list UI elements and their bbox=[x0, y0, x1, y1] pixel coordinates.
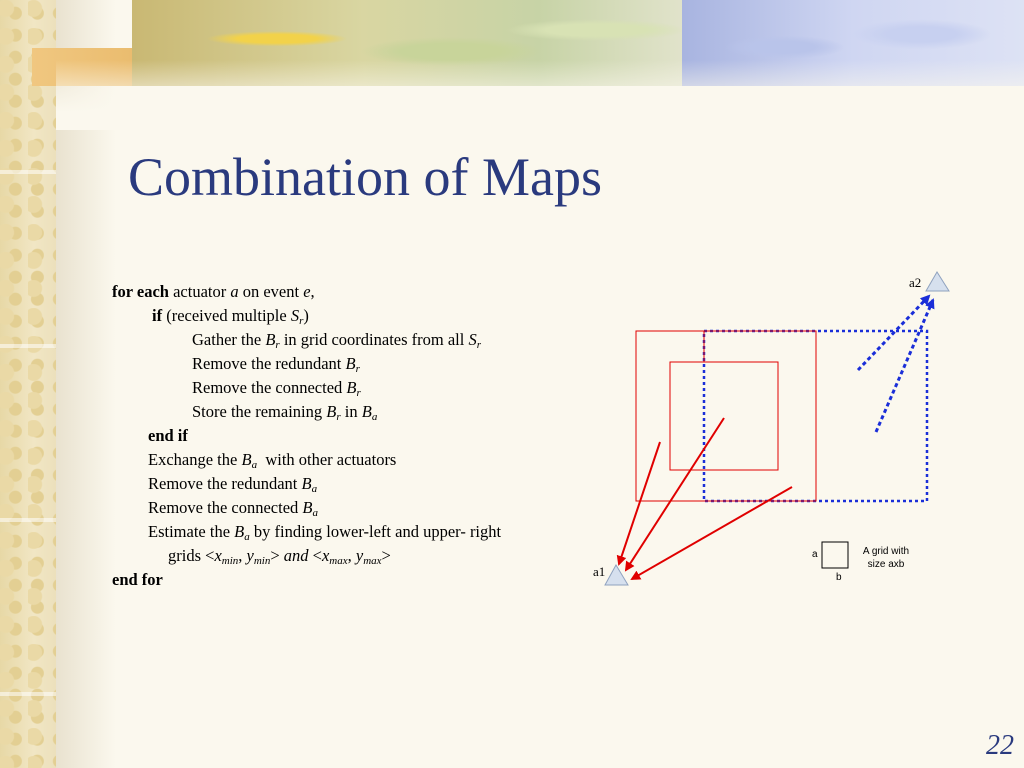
algo-var: S bbox=[290, 306, 300, 325]
algo-var: y bbox=[246, 546, 254, 565]
algo-subscript: r bbox=[275, 339, 280, 351]
actuator-a2-triangle bbox=[926, 272, 949, 291]
algo-subscript: min bbox=[253, 555, 271, 567]
algo-subscript: min bbox=[221, 555, 239, 567]
algo-text: grids < bbox=[168, 546, 215, 565]
algo-subscript: max bbox=[363, 555, 382, 567]
algo-text: and bbox=[283, 546, 309, 565]
algo-subscript: a bbox=[371, 411, 378, 423]
keyword-if: if bbox=[152, 306, 163, 325]
algo-text: Exchange the bbox=[148, 450, 242, 469]
algo-text: with other actuators bbox=[257, 450, 397, 469]
algo-text: Remove the connected bbox=[148, 498, 303, 517]
actuator-a2-label: a2 bbox=[909, 275, 922, 290]
algo-text: Store the remaining bbox=[192, 402, 327, 421]
algo-text: in grid coordinates from all bbox=[279, 330, 469, 349]
red-arrow-1 bbox=[619, 442, 660, 564]
grid-note-line-1: A grid with bbox=[862, 546, 910, 557]
algo-text: Gather the bbox=[192, 330, 266, 349]
algo-var: B bbox=[326, 402, 337, 421]
grid-side-b-label: b bbox=[836, 572, 842, 583]
grid-side-a-label: a bbox=[812, 549, 818, 560]
algo-var: B bbox=[265, 330, 276, 349]
algo-text: Remove the connected bbox=[192, 378, 347, 397]
algo-var: e bbox=[303, 282, 311, 301]
algo-var: B bbox=[345, 354, 356, 373]
algo-subscript: r bbox=[355, 363, 360, 375]
algo-text: on event bbox=[238, 282, 304, 301]
algo-text: Remove the redundant bbox=[148, 474, 302, 493]
algo-text: in bbox=[340, 402, 362, 421]
grid-legend-square bbox=[822, 542, 848, 568]
algo-text: < bbox=[308, 546, 322, 565]
algo-text: (received multiple bbox=[162, 306, 291, 325]
keyword-for-each: for each bbox=[112, 282, 169, 301]
algo-text: > bbox=[270, 546, 284, 565]
algo-var: x bbox=[214, 546, 222, 565]
algo-subscript: r bbox=[336, 411, 341, 423]
algo-var: S bbox=[468, 330, 477, 349]
algo-subscript: max bbox=[329, 555, 348, 567]
algo-subscript: r bbox=[476, 339, 482, 351]
algo-var: B bbox=[302, 498, 313, 517]
algo-var: B bbox=[346, 378, 357, 397]
algo-text: ) bbox=[303, 306, 309, 325]
red-box-small bbox=[670, 362, 778, 470]
algo-subscript: a bbox=[251, 459, 258, 471]
red-box-large bbox=[636, 331, 816, 501]
algo-var: B bbox=[301, 474, 312, 493]
algo-text: actuator bbox=[168, 282, 231, 301]
algo-text: Remove the redundant bbox=[192, 354, 346, 373]
algo-var: B bbox=[361, 402, 372, 421]
algo-subscript: a bbox=[244, 531, 250, 543]
algo-var: y bbox=[355, 546, 364, 565]
algo-text: , bbox=[347, 546, 356, 565]
grid-note-line-2: size axb bbox=[867, 559, 905, 570]
blue-arrow-2 bbox=[876, 300, 933, 432]
algo-text: , bbox=[238, 546, 247, 565]
actuator-a1-triangle bbox=[605, 565, 628, 585]
slide-title: Combination of Maps bbox=[128, 147, 602, 207]
page-number: 22 bbox=[986, 730, 1014, 761]
algo-subscript: a bbox=[311, 483, 318, 495]
algo-text: Estimate the bbox=[148, 522, 235, 541]
algo-subscript: r bbox=[299, 315, 304, 327]
algo-text: > bbox=[381, 546, 391, 565]
red-arrow-2 bbox=[626, 418, 724, 570]
keyword-end-if: end if bbox=[148, 426, 188, 445]
algo-var: B bbox=[234, 522, 245, 541]
algo-text: by finding lower-left and upper- right bbox=[249, 522, 502, 541]
keyword-end-for: end for bbox=[112, 570, 163, 589]
algo-var: a bbox=[230, 282, 239, 301]
algo-text: , bbox=[310, 282, 315, 301]
algo-subscript: r bbox=[356, 387, 361, 399]
algo-subscript: a bbox=[312, 507, 318, 519]
algo-var: B bbox=[241, 450, 252, 469]
algo-var: x bbox=[321, 546, 330, 565]
actuator-a1-label: a1 bbox=[593, 564, 606, 579]
